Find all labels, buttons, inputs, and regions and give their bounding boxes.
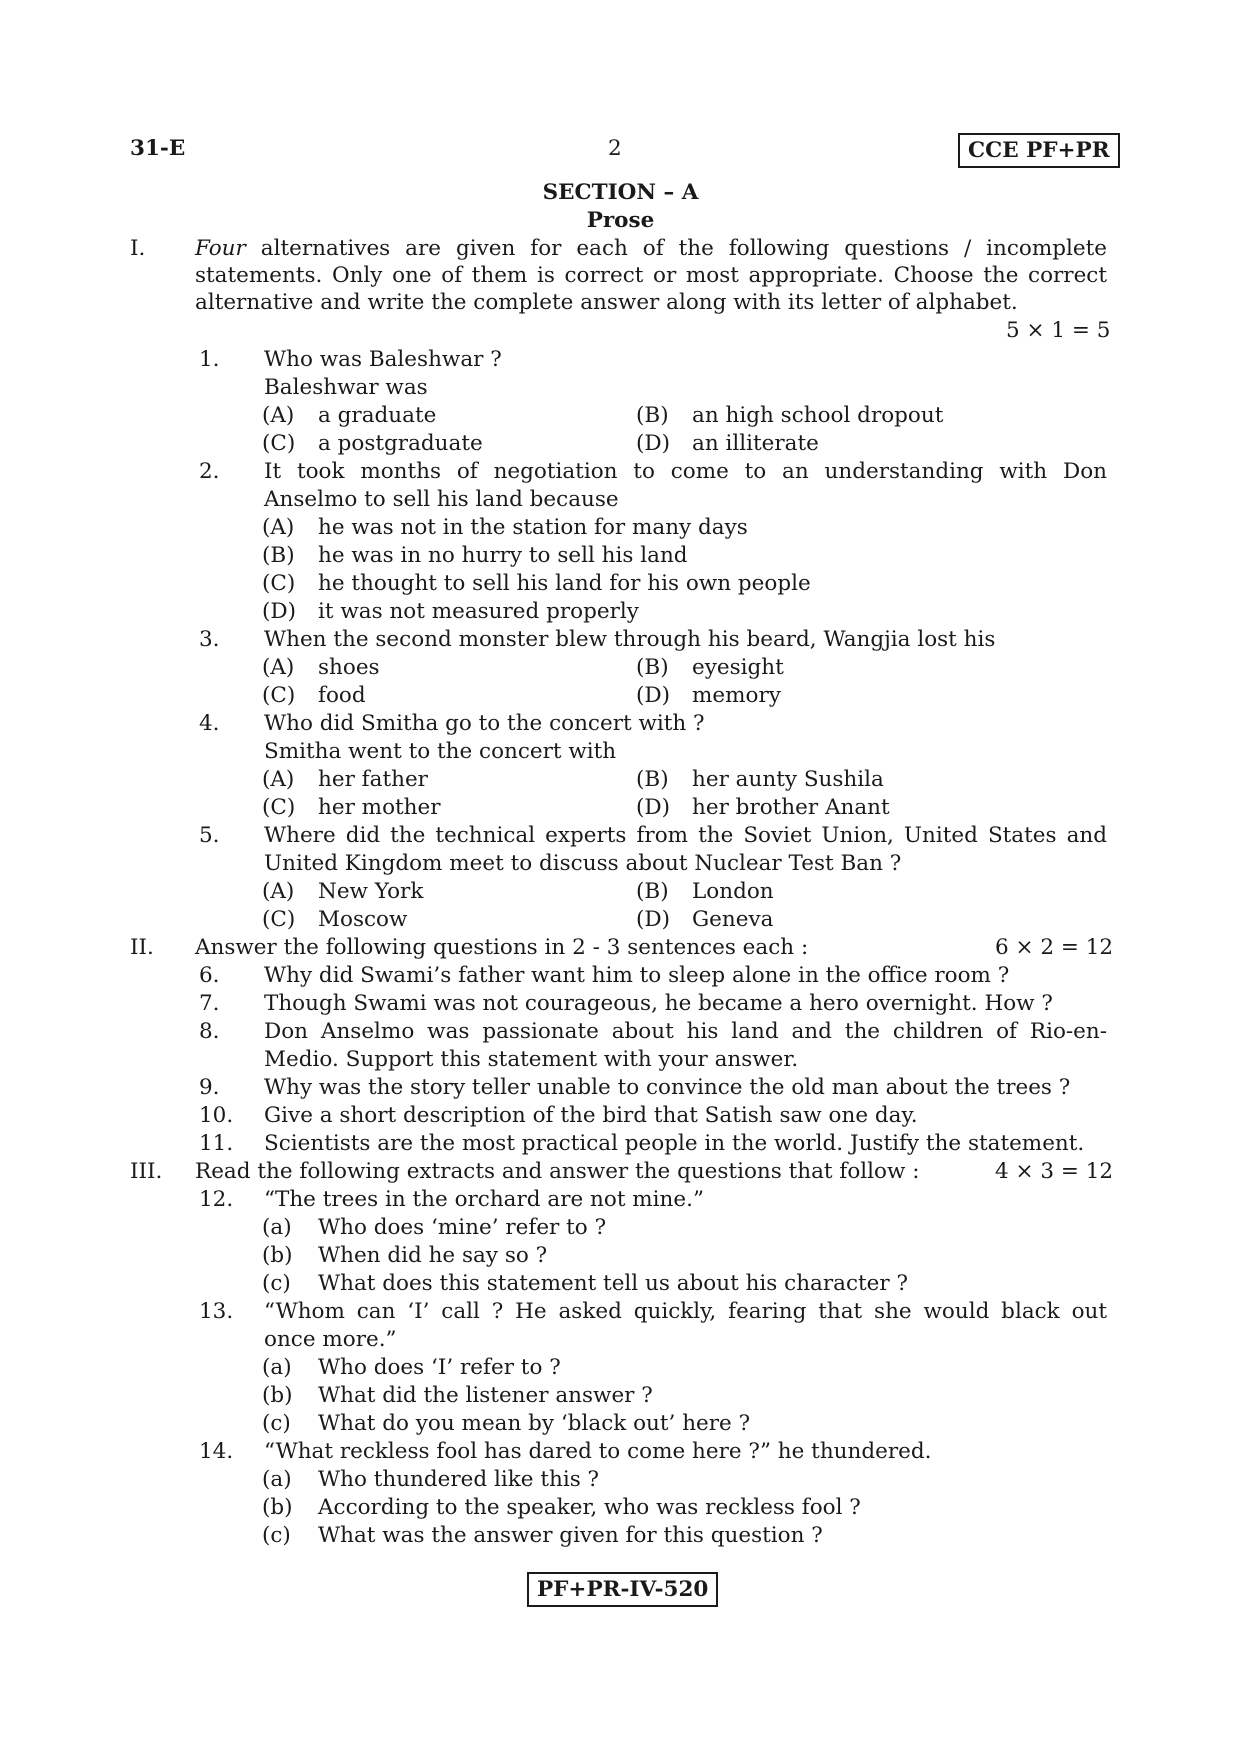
option-label: (B) bbox=[262, 543, 295, 568]
course-badge: CCE PF+PR bbox=[958, 133, 1120, 168]
question-text: once more.” bbox=[264, 1327, 397, 1352]
option-text: he was in no hurry to sell his land bbox=[318, 543, 688, 568]
sub-question-text: What do you mean by ‘black out’ here ? bbox=[318, 1411, 751, 1436]
sub-question-label: (c) bbox=[262, 1411, 291, 1436]
question-stem: Smitha went to the concert with bbox=[264, 739, 617, 764]
question-number: 12. bbox=[199, 1187, 234, 1212]
sub-question-text: When did he say so ? bbox=[318, 1243, 548, 1268]
question-text: Who was Baleshwar ? bbox=[264, 347, 502, 372]
question-number: 1. bbox=[199, 347, 220, 372]
instruction-line: statements. Only one of them is correct or most appropriate. Choose the correct bbox=[195, 263, 1107, 288]
option-label: (D) bbox=[636, 795, 671, 820]
option-label: (D) bbox=[636, 907, 671, 932]
option-label: (C) bbox=[262, 431, 296, 456]
option-text: he thought to sell his land for his own people bbox=[318, 571, 811, 596]
part-roman-3: III. bbox=[130, 1159, 163, 1184]
page-number: 2 bbox=[608, 136, 622, 161]
sub-question-text: Who thundered like this ? bbox=[318, 1467, 600, 1492]
question-text: Give a short description of the bird that Satish saw one day. bbox=[264, 1103, 918, 1128]
option-text: shoes bbox=[318, 655, 380, 680]
option-text: food bbox=[318, 683, 366, 708]
sub-question-label: (b) bbox=[262, 1495, 293, 1520]
question-number: 9. bbox=[199, 1075, 220, 1100]
question-text: “The trees in the orchard are not mine.” bbox=[264, 1187, 704, 1212]
sub-question-text: What did the listener answer ? bbox=[318, 1383, 653, 1408]
instruction-line: Four alternatives are given for each of the following questions / incomplete bbox=[195, 236, 1107, 261]
subsection-title: Prose bbox=[586, 208, 655, 233]
sub-question-label: (a) bbox=[262, 1215, 292, 1240]
part2-marks: 6 × 2 = 12 bbox=[995, 935, 1114, 960]
instruction-line: alternative and write the complete answer along with its letter of alphabet. bbox=[195, 290, 1018, 315]
option-label: (A) bbox=[262, 515, 295, 540]
option-text: her mother bbox=[318, 795, 441, 820]
part3-marks: 4 × 3 = 12 bbox=[995, 1159, 1114, 1184]
sub-question-text: What does this statement tell us about his character ? bbox=[318, 1271, 909, 1296]
question-number: 5. bbox=[199, 823, 220, 848]
option-label: (D) bbox=[262, 599, 297, 624]
option-text: her aunty Sushila bbox=[692, 767, 884, 792]
question-number: 3. bbox=[199, 627, 220, 652]
question-text: Medio. Support this statement with your answer. bbox=[264, 1047, 799, 1072]
sub-question-label: (b) bbox=[262, 1383, 293, 1408]
question-text: “What reckless fool has dared to come here ?” he thundered. bbox=[264, 1439, 932, 1464]
option-label: (C) bbox=[262, 907, 296, 932]
option-label: (A) bbox=[262, 655, 295, 680]
option-text: it was not measured properly bbox=[318, 599, 639, 624]
sub-question-label: (c) bbox=[262, 1523, 291, 1548]
option-text: Geneva bbox=[692, 907, 774, 932]
sub-question-label: (b) bbox=[262, 1243, 293, 1268]
sub-question-text: According to the speaker, who was reckless fool ? bbox=[318, 1495, 861, 1520]
question-text: Why was the story teller unable to convince the old man about the trees ? bbox=[264, 1075, 1071, 1100]
part-roman-2: II. bbox=[130, 935, 154, 960]
sub-question-label: (c) bbox=[262, 1271, 291, 1296]
option-text: a postgraduate bbox=[318, 431, 483, 456]
question-text: When the second monster blew through his beard, Wangjia lost his bbox=[264, 627, 996, 652]
question-text: United Kingdom meet to discuss about Nuclear Test Ban ? bbox=[264, 851, 902, 876]
option-text: eyesight bbox=[692, 655, 784, 680]
sub-question-text: Who does ‘mine’ refer to ? bbox=[318, 1215, 607, 1240]
question-text: Don Anselmo was passionate about his land and the children of Rio-en- bbox=[264, 1019, 1107, 1044]
section-title: SECTION – A bbox=[542, 180, 699, 205]
sub-question-label: (a) bbox=[262, 1467, 292, 1492]
option-label: (A) bbox=[262, 767, 295, 792]
sub-question-text: What was the answer given for this question ? bbox=[318, 1523, 823, 1548]
option-text: memory bbox=[692, 683, 781, 708]
question-text: Why did Swami’s father want him to sleep alone in the office room ? bbox=[264, 963, 1010, 988]
question-text: Where did the technical experts from the Soviet Union, United States and bbox=[264, 823, 1107, 848]
footer-code: PF+PR-IV-520 bbox=[527, 1572, 718, 1607]
question-number: 11. bbox=[199, 1131, 234, 1156]
option-text: London bbox=[692, 879, 774, 904]
option-text: her father bbox=[318, 767, 428, 792]
question-text: Scientists are the most practical people in the world. Justify the statement. bbox=[264, 1131, 1085, 1156]
option-text: New York bbox=[318, 879, 424, 904]
option-text: a graduate bbox=[318, 403, 437, 428]
question-text: Who did Smitha go to the concert with ? bbox=[264, 711, 705, 736]
question-text: “Whom can ‘I’ call ? He asked quickly, fearing that she would black out bbox=[264, 1299, 1107, 1324]
question-text: Though Swami was not courageous, he became a hero overnight. How ? bbox=[264, 991, 1053, 1016]
part2-instruction: Answer the following questions in 2 - 3 sentences each : bbox=[195, 935, 809, 960]
part1-marks: 5 × 1 = 5 bbox=[1006, 318, 1111, 343]
option-text: her brother Anant bbox=[692, 795, 890, 820]
option-text: Moscow bbox=[318, 907, 408, 932]
option-text: an high school dropout bbox=[692, 403, 944, 428]
part-roman-1: I. bbox=[130, 236, 146, 261]
option-text: an illiterate bbox=[692, 431, 819, 456]
option-text: he was not in the station for many days bbox=[318, 515, 748, 540]
option-label: (B) bbox=[636, 403, 669, 428]
option-label: (B) bbox=[636, 879, 669, 904]
sub-question-text: Who does ‘I’ refer to ? bbox=[318, 1355, 561, 1380]
question-text: Anselmo to sell his land because bbox=[264, 487, 619, 512]
question-number: 7. bbox=[199, 991, 220, 1016]
option-label: (C) bbox=[262, 571, 296, 596]
paper-code: 31-E bbox=[130, 136, 186, 161]
sub-question-label: (a) bbox=[262, 1355, 292, 1380]
option-label: (A) bbox=[262, 879, 295, 904]
question-stem: Baleshwar was bbox=[264, 375, 428, 400]
option-label: (C) bbox=[262, 795, 296, 820]
question-number: 4. bbox=[199, 711, 220, 736]
option-label: (B) bbox=[636, 767, 669, 792]
option-label: (A) bbox=[262, 403, 295, 428]
question-number: 13. bbox=[199, 1299, 234, 1324]
option-label: (D) bbox=[636, 683, 671, 708]
question-number: 14. bbox=[199, 1439, 234, 1464]
question-number: 2. bbox=[199, 459, 220, 484]
part3-instruction: Read the following extracts and answer the questions that follow : bbox=[195, 1159, 920, 1184]
question-number: 10. bbox=[199, 1103, 234, 1128]
question-number: 6. bbox=[199, 963, 220, 988]
question-number: 8. bbox=[199, 1019, 220, 1044]
option-label: (B) bbox=[636, 655, 669, 680]
option-label: (D) bbox=[636, 431, 671, 456]
option-label: (C) bbox=[262, 683, 296, 708]
part1-instruction bbox=[195, 235, 1107, 289]
question-text: It took months of negotiation to come to an understanding with Don bbox=[264, 459, 1107, 484]
